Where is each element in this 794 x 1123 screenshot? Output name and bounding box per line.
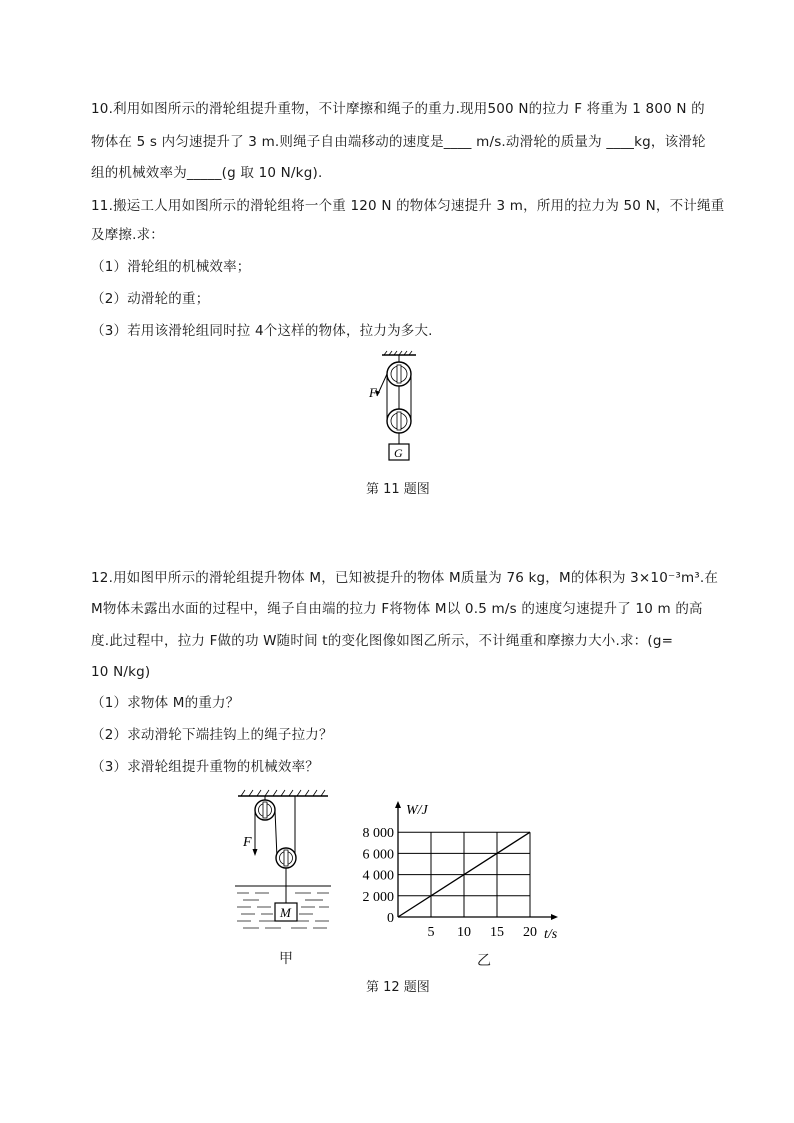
q12-sub-1: （1）求物体 M的重力？ <box>91 695 240 711</box>
x-tick-label: 20 <box>523 925 537 940</box>
q12-pulley-water-figure <box>233 788 348 963</box>
q12-label-yi: 乙 <box>477 953 491 969</box>
q12-line-4: 10 N/kg) <box>91 664 151 680</box>
fixed-pulley-icon <box>255 800 275 820</box>
q12-line-2: M物体未露出水面的过程中，绳子自由端的拉力 F将物体 M以 0.5 m/s 的速度匀速提升了 10 m 的高 <box>91 601 703 617</box>
q11-line-2: 及摩擦.求： <box>91 227 164 243</box>
y-tick-label: 6 000 <box>362 847 394 863</box>
chart-axes <box>395 801 558 920</box>
y-tick-label: 4 000 <box>362 868 394 884</box>
q12-line-3: 度.此过程中，拉力 F做的功 W随时间 t的变化图像如图乙所示，不计绳重和摩擦力大小.求：(g= <box>91 633 674 649</box>
q10-line-1: 10.利用如图所示的滑轮组提升重物，不计摩擦和绳子的重力.现用500 N的拉力 F 将重为 1 800 N 的 <box>91 101 705 117</box>
q12-label-jia: 甲 <box>279 951 293 967</box>
q11-weight-label: G <box>394 446 403 460</box>
q12-sub-3: （3）求滑轮组提升重物的机械效率？ <box>91 759 319 775</box>
movable-pulley-icon <box>276 848 296 868</box>
y-axis-arrow <box>395 801 401 808</box>
fixed-pulley-icon <box>387 362 411 386</box>
q12-line-1: 12.用如图甲所示的滑轮组提升物体 M，已知被提升的物体 M质量为 76 kg，M的体积为 3×10⁻³m³.在 <box>91 570 719 586</box>
q11-sub-2: （2）动滑轮的重； <box>91 291 210 307</box>
q12-sub-2: （2）求动滑轮下端挂钩上的绳子拉力？ <box>91 727 333 743</box>
y-tick-label: 2 000 <box>362 889 394 905</box>
q11-pulley-figure <box>364 350 424 465</box>
q10-line-3: 组的机械效率为_____(g 取 10 N/kg). <box>91 165 323 181</box>
x-tick-label: 5 <box>427 925 435 940</box>
x-tick-label: 10 <box>457 925 471 940</box>
q11-force-label: F <box>369 385 377 400</box>
y-axis-label: W/J <box>406 803 428 818</box>
x-axis-arrow <box>551 914 558 920</box>
q11-sub-3: （3）若用该滑轮组同时拉 4个这样的物体，拉力为多大. <box>91 323 433 339</box>
q12-force-label: F <box>243 835 252 850</box>
q12-mass-label: M <box>280 905 291 920</box>
q11-line-1: 11.搬运工人用如图所示的滑轮组将一个重 120 N 的物体匀速提升 3 m，所用的拉力为 50 N，不计绳重 <box>91 198 725 214</box>
q11-sub-1: （1）滑轮组的机械效率； <box>91 259 251 275</box>
y-tick-label: 0 <box>387 911 394 926</box>
x-tick-label: 15 <box>490 925 504 940</box>
q12-caption: 第 12 题图 <box>366 980 430 995</box>
y-tick-label: 8 000 <box>362 826 394 842</box>
q11-caption: 第 11 题图 <box>366 482 430 497</box>
q12-work-time-chart <box>346 798 558 948</box>
movable-pulley-icon <box>387 409 411 433</box>
q10-line-2: 物体在 5 s 内匀速提升了 3 m.则绳子自由端移动的速度是____ m/s.动滑轮的质量为 ____kg，该滑轮 <box>91 134 706 150</box>
x-axis-label: t/s <box>544 927 558 942</box>
